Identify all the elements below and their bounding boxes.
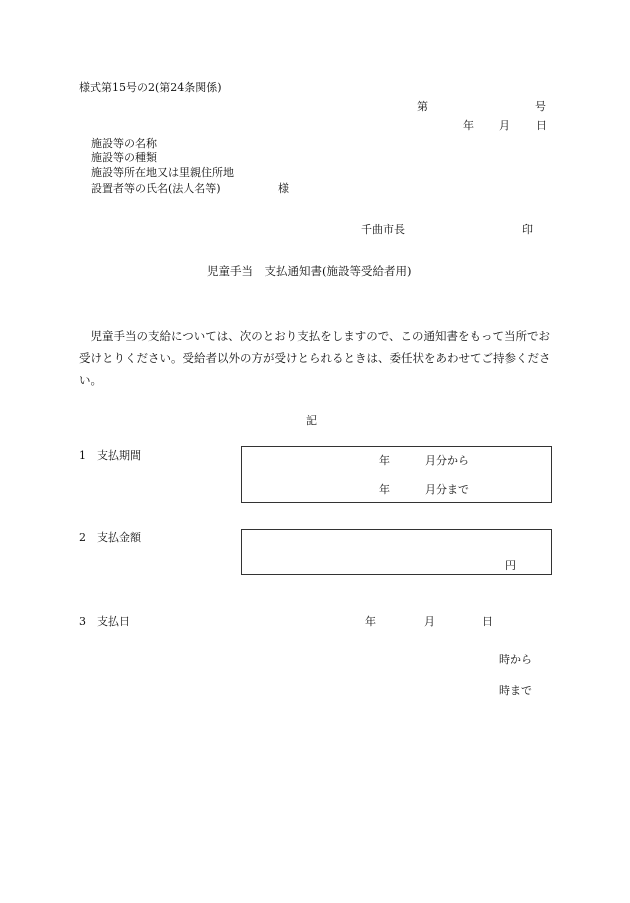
payment-amount-label: 2 支払金額 (79, 531, 141, 544)
date-year: 年 (463, 119, 474, 132)
date-day: 日 (536, 119, 547, 132)
ki-heading: 記 (306, 414, 317, 427)
time-from: 時から (499, 653, 532, 666)
facility-address-label: 施設等所在地又は里親住所地 (91, 166, 234, 179)
payment-date-label: 3 支払日 (79, 615, 130, 628)
time-to: 時まで (499, 684, 532, 697)
operator-name-label: 設置者等の氏名(法人名等) (91, 182, 221, 195)
period-from-text: 月分から (425, 454, 469, 467)
body-paragraph: 児童手当の支給については、次のとおり支払をしますので、この通知書をもって当所でお受けとりください。受給者以外の方が受けとられるときは、委任状をあわせてご持参ください。 (79, 329, 551, 387)
amount-unit: 円 (505, 559, 516, 572)
form-number: 様式第15号の2(第24条関係) (79, 81, 222, 94)
payment-date-month: 月 (424, 615, 435, 628)
seal-mark: 印 (522, 223, 533, 236)
payment-period-box (241, 446, 552, 503)
payment-period-label: 1 支払期間 (79, 449, 141, 462)
facility-type-label: 施設等の種類 (91, 151, 157, 164)
issuer-name: 千曲市長 (361, 223, 405, 236)
period-from-year: 年 (379, 454, 390, 467)
date-month: 月 (499, 119, 510, 132)
honorific: 様 (278, 182, 289, 195)
doc-number-prefix: 第 (417, 100, 428, 113)
payment-date-day: 日 (482, 615, 493, 628)
payment-date-year: 年 (365, 615, 376, 628)
period-to-year: 年 (379, 483, 390, 496)
doc-number-suffix: 号 (535, 100, 546, 113)
facility-name-label: 施設等の名称 (91, 137, 157, 150)
document-title: 児童手当 支払通知書(施設等受給者用) (207, 264, 412, 278)
period-to-text: 月分まで (425, 483, 469, 496)
